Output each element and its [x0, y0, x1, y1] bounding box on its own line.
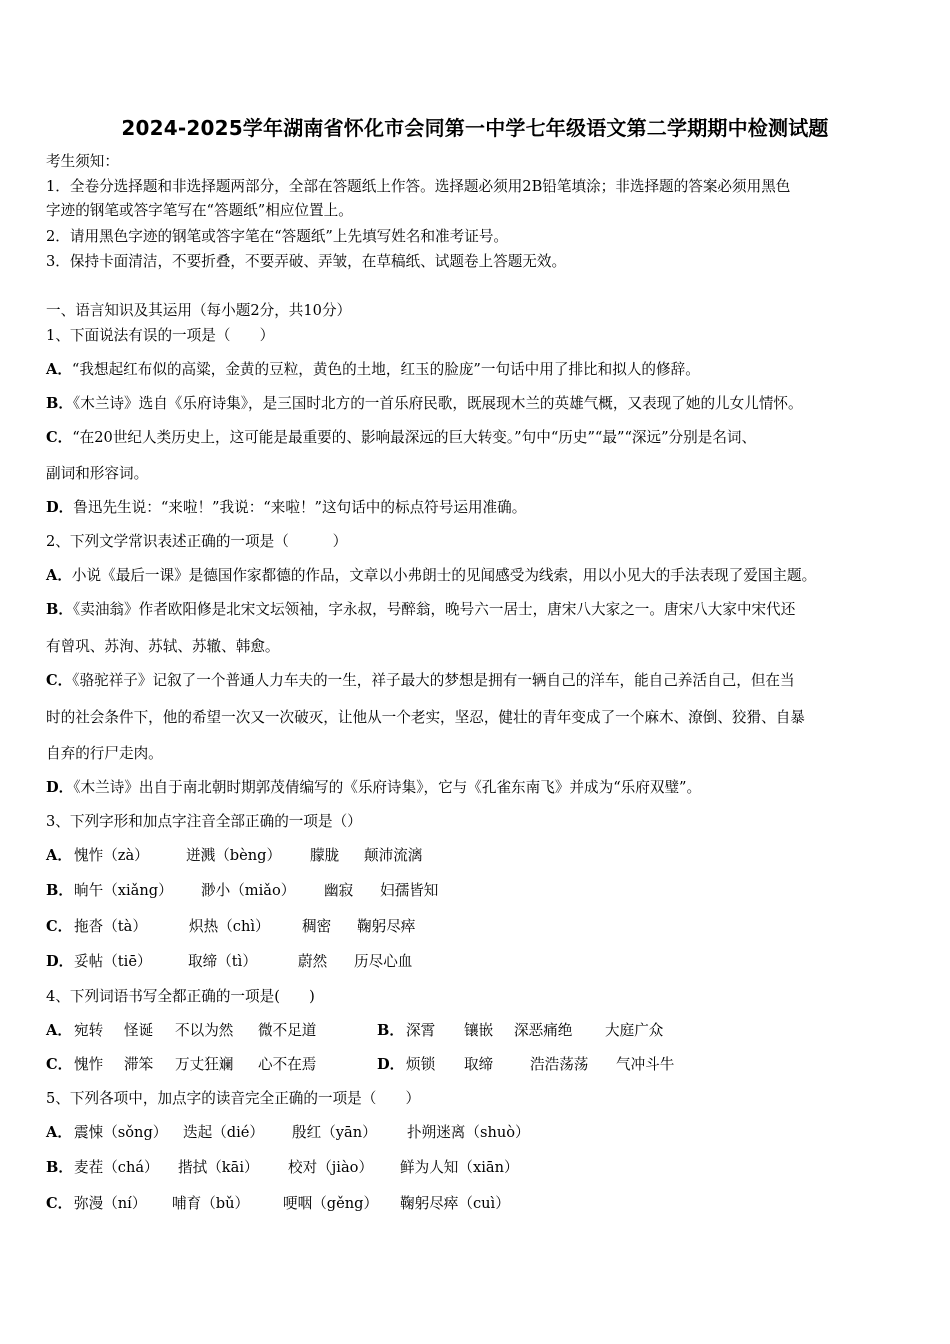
- option-item: 渺小（miǎo）: [201, 882, 296, 899]
- question-stem: 1、下面说法有误的一项是（ ）: [46, 327, 275, 344]
- option-c: C．《骆驼祥子》记叙了一个普通人力车夫的一生，祥子最大的梦想是拥有一辆自己的洋车，能自己养活自己，但在当: [46, 672, 795, 689]
- notice-item: 2．请用黑色字迹的钢笔或答字笔在“答题纸”上先填写姓名和准考证号。: [46, 228, 509, 245]
- option-item: 校对（jiào）: [288, 1159, 374, 1176]
- option-item: 殷红（yān）: [292, 1124, 377, 1141]
- option-item: 哺育（bǔ）: [172, 1195, 250, 1212]
- option-item: 愧怍: [74, 1056, 104, 1073]
- option-item: 妇孺皆知: [380, 882, 439, 899]
- option-item: 鞠躬尽瘁: [357, 918, 416, 935]
- option-label: B．: [377, 1022, 404, 1039]
- option-item: 烦锁: [406, 1056, 436, 1073]
- option-label: A．: [46, 847, 72, 864]
- option-label: A．: [46, 1124, 72, 1141]
- option-item: 揩拭（kāi）: [178, 1159, 259, 1176]
- option-item: 气冲斗牛: [616, 1056, 675, 1073]
- option-c: C．“在20世纪人类历史上，这可能是最重要的、影响最深远的巨大转变。”句中“历史”“最”“深远”分别是名词、: [46, 429, 757, 446]
- option-item: 不以为然: [175, 1022, 234, 1039]
- option-item: 深恶痛绝: [514, 1022, 573, 1039]
- option-item: 炽热（chì）: [189, 918, 270, 935]
- option-item: 麦茬（chá）: [74, 1159, 159, 1176]
- option-item: 宛转: [74, 1022, 104, 1039]
- option-label: B．: [46, 1159, 73, 1176]
- option-label: C．: [46, 1056, 73, 1073]
- option-item: 朦胧: [310, 847, 340, 864]
- question-stem: 4、下列词语书写全都正确的一项是( ): [46, 988, 315, 1005]
- option-item: 弥漫（ní）: [74, 1195, 147, 1212]
- option-item: 愧怍（zà）: [74, 847, 149, 864]
- option-a: A．小说《最后一课》是德国作家都德的作品，文章以小弗朗士的见闻感受为线索，用以小见大的手法表现了爱国主题。: [46, 567, 817, 584]
- question-stem: 3、下列字形和加点字注音全部正确的一项是（）: [46, 813, 362, 830]
- notice-item: 字迹的钢笔或答字笔写在“答题纸”相应位置上。: [46, 202, 353, 219]
- option-label: D．: [377, 1056, 405, 1073]
- option-letter: B．: [46, 601, 73, 618]
- option-label: C．: [46, 918, 73, 935]
- notice-heading: 考生须知：: [46, 153, 119, 170]
- option-item: 取缔（tì）: [188, 953, 257, 970]
- option-label: D．: [46, 953, 74, 970]
- option-item: 大庭广众: [605, 1022, 664, 1039]
- option-item: 稠密: [302, 918, 332, 935]
- option-item: 妥帖（tiē）: [74, 953, 152, 970]
- option-item: 万丈狂斓: [175, 1056, 234, 1073]
- option-item: 鞠躬尽瘁（cuì）: [400, 1195, 510, 1212]
- option-item: 扑朔迷离（shuò）: [407, 1124, 530, 1141]
- option-c-cont: 自弃的行尸走肉。: [46, 745, 163, 762]
- option-b: B．《卖油翁》作者欧阳修是北宋文坛领袖，字永叔，号醉翁，晚号六一居士，唐宋八大家之一。唐宋八大家中宋代还: [46, 601, 796, 618]
- option-letter: C．: [46, 429, 73, 446]
- option-letter: D．: [46, 499, 74, 516]
- option-item: 拖沓（tà）: [74, 918, 147, 935]
- option-c-cont: 副词和形容词。: [46, 465, 149, 482]
- option-letter: A．: [46, 567, 72, 584]
- option-item: 心不在焉: [258, 1056, 317, 1073]
- option-item: 晌午（xiǎng）: [74, 882, 173, 899]
- option-d: D．《木兰诗》出自于南北朝时期郭茂倩编写的《乐府诗集》，它与《孔雀东南飞》并成为“乐府双璧”。: [46, 779, 702, 796]
- option-item: 浩浩荡荡: [530, 1056, 589, 1073]
- notice-item: 1．全卷分选择题和非选择题两部分，全部在答题纸上作答。选择题必须用2B铅笔填涂；非选择题的答案必须用黑色: [46, 178, 791, 195]
- option-item: 蔚然: [298, 953, 328, 970]
- option-letter: B．: [46, 395, 73, 412]
- option-b-cont: 有曾巩、苏洵、苏轼、苏辙、韩愈。: [46, 638, 280, 655]
- question-stem: 2、下列文学常识表述正确的一项是（ ）: [46, 533, 348, 550]
- option-item: 取缔: [464, 1056, 494, 1073]
- option-label: B．: [46, 882, 73, 899]
- option-item: 鲜为人知（xiān）: [400, 1159, 519, 1176]
- option-item: 哽咽（gěng）: [283, 1195, 379, 1212]
- question-stem: 5、下列各项中，加点字的读音完全正确的一项是（ ）: [46, 1090, 421, 1107]
- option-d: D．鲁迅先生说：“来啦！”我说：“来啦！”这句话中的标点符号运用准确。: [46, 499, 527, 516]
- option-a: A．“我想起红布似的高粱，金黄的豆粒，黄色的土地，红玉的脸庞”一句话中用了排比和拟人的修辞。: [46, 361, 700, 378]
- option-item: 怪诞: [124, 1022, 154, 1039]
- option-label: A．: [46, 1022, 72, 1039]
- page-title: 2024-2025学年湖南省怀化市会同第一中学七年级语文第二学期期中检测试题: [121, 116, 829, 140]
- option-letter: C．: [46, 672, 73, 689]
- section-heading: 一、语言知识及其运用（每小题2分，共10分）: [46, 302, 352, 319]
- option-b: B．《木兰诗》选自《乐府诗集》，是三国时北方的一首乐府民歌，既展现木兰的英雄气概，又表现了她的儿女儿情怀。: [46, 395, 803, 412]
- option-item: 深霄: [406, 1022, 436, 1039]
- option-item: 迭起（dié）: [183, 1124, 265, 1141]
- option-item: 微不足道: [258, 1022, 317, 1039]
- option-letter: A．: [46, 361, 72, 378]
- notice-item: 3．保持卡面清洁，不要折叠，不要弄破、弄皱，在草稿纸、试题卷上答题无效。: [46, 253, 567, 270]
- option-item: 幽寂: [324, 882, 354, 899]
- option-label: C．: [46, 1195, 73, 1212]
- option-item: 历尽心血: [354, 953, 413, 970]
- option-item: 滞笨: [124, 1056, 154, 1073]
- option-letter: D．: [46, 779, 74, 796]
- option-item: 颠沛流漓: [364, 847, 423, 864]
- option-item: 迸溅（bèng）: [186, 847, 282, 864]
- option-item: 镶嵌: [464, 1022, 494, 1039]
- option-item: 震悚（sǒng）: [74, 1124, 168, 1141]
- option-c-cont: 时的社会条件下，他的希望一次又一次破灭，让他从一个老实，坚忍，健壮的青年变成了一个麻木、潦倒、狡猾、自暴: [46, 709, 805, 726]
